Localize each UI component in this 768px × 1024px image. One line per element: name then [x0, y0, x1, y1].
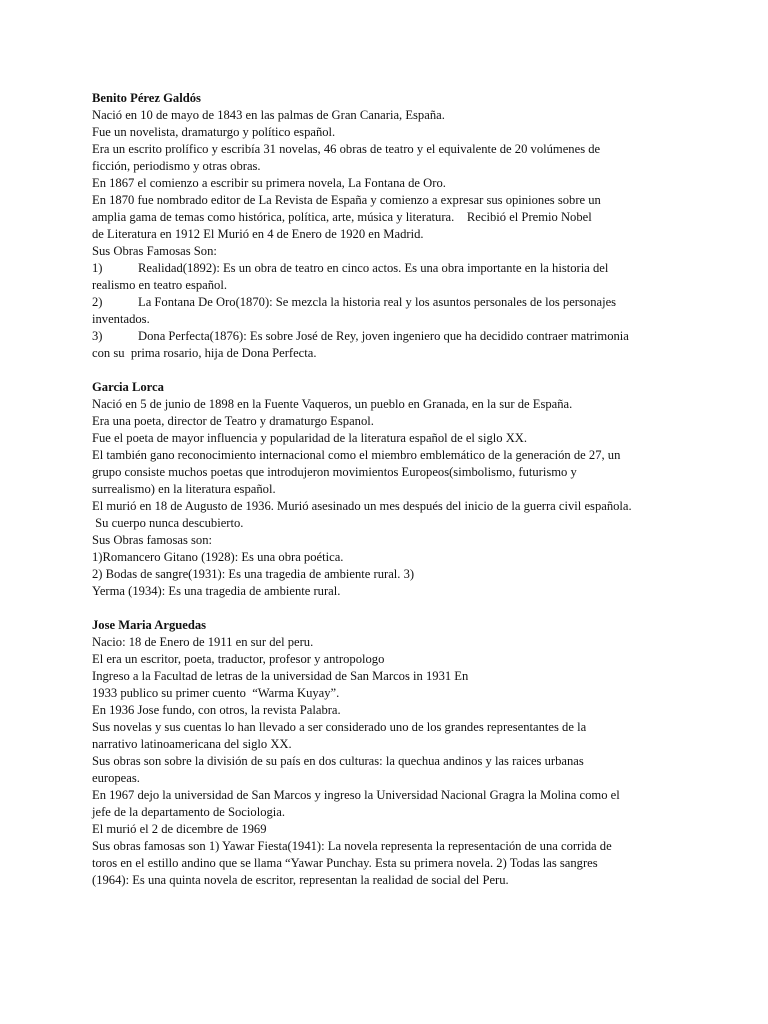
- text-line: amplia gama de temas como histórica, política, arte, música y literatura. Recibió el Premio Nobel: [92, 210, 592, 224]
- text-line: El murió en 18 de Augusto de 1936. Murió asesinado un mes después del inicio de la guerra civil española.: [92, 499, 632, 513]
- work-item-continuation: realismo en teatro español.: [92, 278, 227, 292]
- text-line: jefe de la departamento de Sociologia.: [92, 805, 286, 819]
- text-line: grupo consiste muchos poetas que introdujeron movimientos Europeos(simbolismo, futurismo y: [92, 465, 577, 479]
- section-heading: Jose Maria Arguedas: [92, 618, 207, 632]
- text-line: Era una poeta, director de Teatro y dramaturgo Espanol.: [92, 414, 374, 428]
- text-line: En 1967 dejo la universidad de San Marcos y ingreso la Universidad Nacional Gragra la Molina como el: [92, 788, 620, 802]
- work-number: 3): [92, 329, 103, 343]
- text-line: En 1936 Jose fundo, con otros, la revista Palabra.: [92, 703, 341, 717]
- work-item: [92, 328, 682, 345]
- text-line: 2) Bodas de sangre(1931): Es una tragedia de ambiente rural. 3): [92, 567, 415, 581]
- text-line: europeas.: [92, 771, 140, 785]
- work-item-continuation: inventados.: [92, 312, 150, 326]
- section-heading: Garcia Lorca: [92, 380, 164, 394]
- text-line: Sus obras son sobre la división de su país en dos culturas: la quechua andinos y las raices urbanas: [92, 754, 584, 768]
- work-text: Realidad(1892): Es un obra de teatro en cinco actos. Es una obra importante en la historia del: [138, 261, 609, 275]
- text-line: Nació en 10 de mayo de 1843 en las palmas de Gran Canaria, España.: [92, 108, 445, 122]
- text-line: Sus Obras famosas son:: [92, 533, 212, 547]
- text-line: En 1870 fue nombrado editor de La Revista de España y comienzo a expresar sus opiniones sobre un: [92, 193, 601, 207]
- text-line: Fue un novelista, dramaturgo y político español.: [92, 125, 336, 139]
- text-line: Nacio: 18 de Enero de 1911 en sur del peru.: [92, 635, 314, 649]
- text-line: de Literatura en 1912 El Murió en 4 de Enero de 1920 en Madrid.: [92, 227, 424, 241]
- work-number: 1): [92, 261, 103, 275]
- work-number: 2): [92, 295, 103, 309]
- text-line: (1964): Es una quinta novela de escritor, representan la realidad de social del Peru.: [92, 873, 509, 887]
- text-line: Ingreso a la Facultad de letras de la universidad de San Marcos in 1931 En: [92, 669, 469, 683]
- text-line: Fue el poeta de mayor influencia y popularidad de la literatura español de el siglo XX.: [92, 431, 528, 445]
- text-line: El también gano reconocimiento internacional como el miembro emblemático de la generación de 27, un: [92, 448, 621, 462]
- section-gap: [92, 362, 682, 379]
- section-galdos: [92, 90, 682, 362]
- work-item-continuation: con su prima rosario, hija de Dona Perfecta.: [92, 346, 317, 360]
- section-heading: Benito Pérez Galdós: [92, 91, 201, 105]
- text-line: Sus obras famosas son 1) Yawar Fiesta(1941): La novela representa la representación de una corrida de: [92, 839, 612, 853]
- text-line: El era un escritor, poeta, traductor, profesor y antropologo: [92, 652, 385, 666]
- text-line: El murió el 2 de dicembre de 1969: [92, 822, 267, 836]
- text-line: narrativo latinoamericana del siglo XX.: [92, 737, 292, 751]
- section-lorca: [92, 379, 682, 600]
- text-line: 1933 publico su primer cuento “Warma Kuyay”.: [92, 686, 340, 700]
- text-line: Era un escrito prolífico y escribía 31 novelas, 46 obras de teatro y el equivalente de 20 volúmenes de: [92, 142, 601, 156]
- work-item: [92, 294, 682, 311]
- text-line: Sus novelas y sus cuentas lo han llevado a ser considerado uno de los grandes representantes de la: [92, 720, 587, 734]
- work-text: La Fontana De Oro(1870): Se mezcla la historia real y los asuntos personales de los personajes: [138, 295, 617, 309]
- text-line: Sus Obras Famosas Son:: [92, 244, 217, 258]
- section-gap: [92, 600, 682, 617]
- document-page: [92, 90, 682, 889]
- text-line: surrealismo) en la literatura español.: [92, 482, 276, 496]
- text-line: Nació en 5 de junio de 1898 en la Fuente Vaqueros, un pueblo en Granada, en la sur de España.: [92, 397, 573, 411]
- work-text: Dona Perfecta(1876): Es sobre José de Rey, joven ingeniero que ha decidido contraer matrimonia: [138, 329, 629, 343]
- text-line: ficción, periodismo y otras obras.: [92, 159, 261, 173]
- text-line: Yerma (1934): Es una tragedia de ambiente rural.: [92, 584, 341, 598]
- work-item: [92, 260, 682, 277]
- text-line: 1)Romancero Gitano (1928): Es una obra poética.: [92, 550, 344, 564]
- text-line: Su cuerpo nunca descubierto.: [92, 516, 244, 530]
- section-arguedas: [92, 617, 682, 889]
- text-line: toros en el estillo andino que se llama “Yawar Punchay. Esta su primera novela. 2) Todas las sangres: [92, 856, 598, 870]
- text-line: En 1867 el comienzo a escribir su primera novela, La Fontana de Oro.: [92, 176, 446, 190]
